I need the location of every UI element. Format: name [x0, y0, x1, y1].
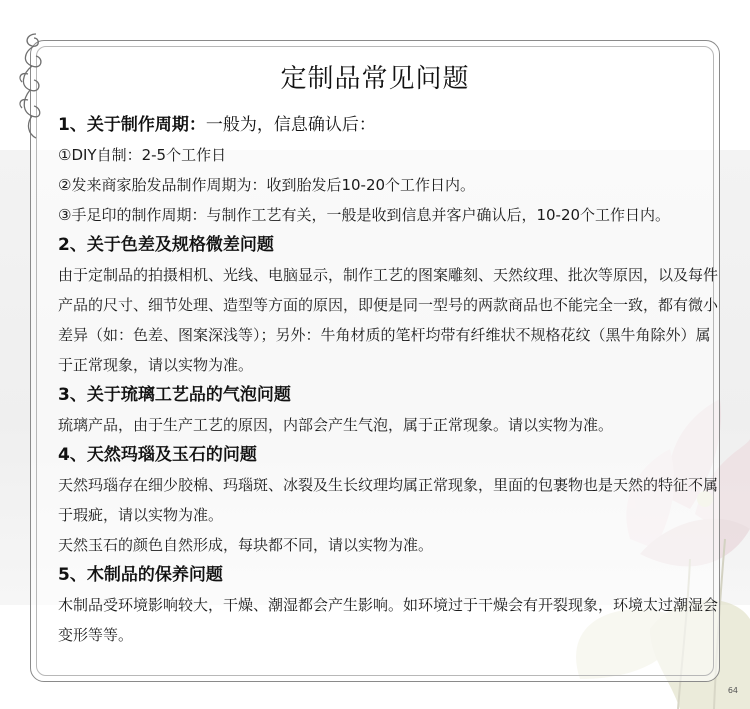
section-heading: 4、天然玛瑙及玉石的问题	[58, 445, 257, 465]
section-paragraph: ③手足印的制作周期：与制作工艺有关，一般是收到信息并客户确认后，10-20个工作日内。	[58, 206, 671, 224]
section-heading: 2、关于色差及规格微差问题	[58, 235, 274, 255]
section-paragraph: ①DIY自制：2-5个工作日	[58, 146, 227, 164]
section-paragraph: 由于定制品的拍摄相机、光线、电脑显示，制作工艺的图案雕刻、天然纹理、批次等原因，以及每件产品的尺寸、细节处理、造型等方面的原因，即便是同一型号的两款商品也不能完全一致，都有微小差异（如：色差、图案深浅等）；另外：牛角材质的笔杆均带有纤维状不规格花纹（黑牛角除外）属于正常现象，请以实物为准。	[58, 266, 719, 374]
section-heading: 3、关于琉璃工艺品的气泡问题	[58, 385, 291, 405]
page-number: 64	[727, 686, 738, 695]
section-heading	[58, 110, 720, 140]
faq-section-glass-bubbles	[58, 380, 720, 440]
heading-normal-text: 一般为，信息确认后：	[205, 115, 376, 135]
heading-bold-text: 1、关于制作周期：	[58, 115, 206, 135]
faq-section-wood-care	[58, 560, 720, 650]
section-paragraph: 琉璃产品，由于生产工艺的原因，内部会产生气泡，属于正常现象。请以实物为准。	[58, 416, 614, 434]
section-paragraph: 天然玛瑙存在细少胶棉、玛瑙斑、冰裂及生长纹理均属正常现象，里面的包裹物也是天然的特征不属于瑕疵，请以实物为准。	[58, 476, 719, 524]
faq-section-agate-jade	[58, 440, 720, 560]
faq-section-production-cycle	[58, 110, 720, 230]
section-heading: 5、木制品的保养问题	[58, 565, 223, 585]
section-paragraph: ②发来商家胎发品制作周期为：收到胎发后10-20个工作日内。	[58, 176, 476, 194]
faq-section-color-difference	[58, 230, 720, 380]
page-title: 定制品常见问题	[280, 64, 470, 94]
section-paragraph: 天然玉石的颜色自然形成，每块都不同，请以实物为准。	[58, 536, 434, 554]
section-paragraph: 木制品受环境影响较大，干燥、潮湿都会产生影响。如环境过于干燥会有开裂现象，环境太过潮湿会变形等等。	[58, 596, 719, 644]
faq-content	[58, 110, 720, 650]
